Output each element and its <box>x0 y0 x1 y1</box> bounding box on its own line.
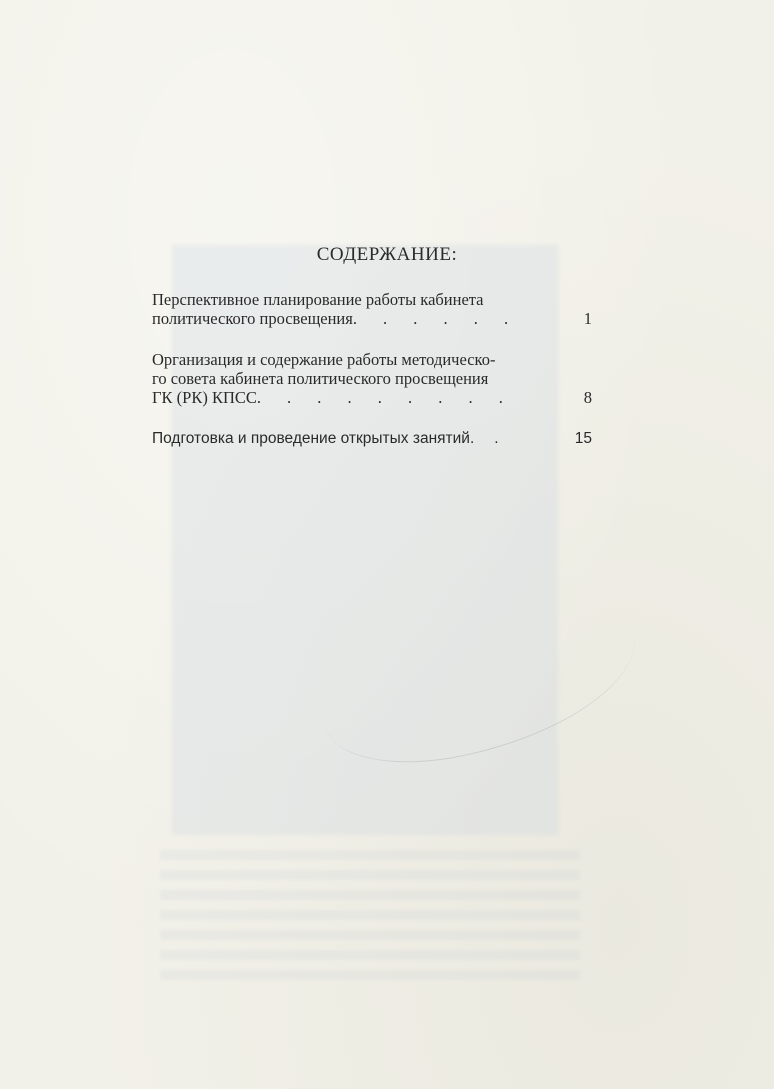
dot-leaders: . . . . . . . . <box>287 388 514 407</box>
table-of-contents <box>152 290 592 470</box>
toc-entry-line <box>152 350 592 369</box>
toc-entry-line <box>152 309 592 328</box>
toc-entry[interactable] <box>152 350 592 407</box>
toc-entry-line <box>152 388 592 407</box>
toc-entry-line <box>152 369 592 388</box>
page-number: 15 <box>574 430 592 447</box>
toc-entry-text: ГК (РК) КПСС. <box>152 388 262 407</box>
toc-entry-text: Организация и содержание работы методическо- <box>152 350 496 369</box>
toc-title: СОДЕРЖАНИЕ: <box>316 244 458 265</box>
toc-entry-line <box>152 429 592 448</box>
toc-entry[interactable] <box>152 290 592 328</box>
page-number: 8 <box>583 388 592 407</box>
dot-leaders: . . . . . <box>382 309 520 328</box>
reverse-colophon-bleed <box>160 850 580 980</box>
toc-entry-line <box>152 290 592 309</box>
page-number: 1 <box>583 309 592 328</box>
dot-leaders: . <box>494 430 505 447</box>
toc-entry-text: политического просвещения. <box>152 309 357 328</box>
toc-entry-text: Подготовка и проведение открытых занятий. <box>152 430 475 447</box>
toc-entry-text: Перспективное планирование работы кабинета <box>152 290 484 309</box>
toc-entry[interactable] <box>152 429 592 448</box>
toc-entry-text: го совета кабинета политического просвещения <box>152 369 489 388</box>
